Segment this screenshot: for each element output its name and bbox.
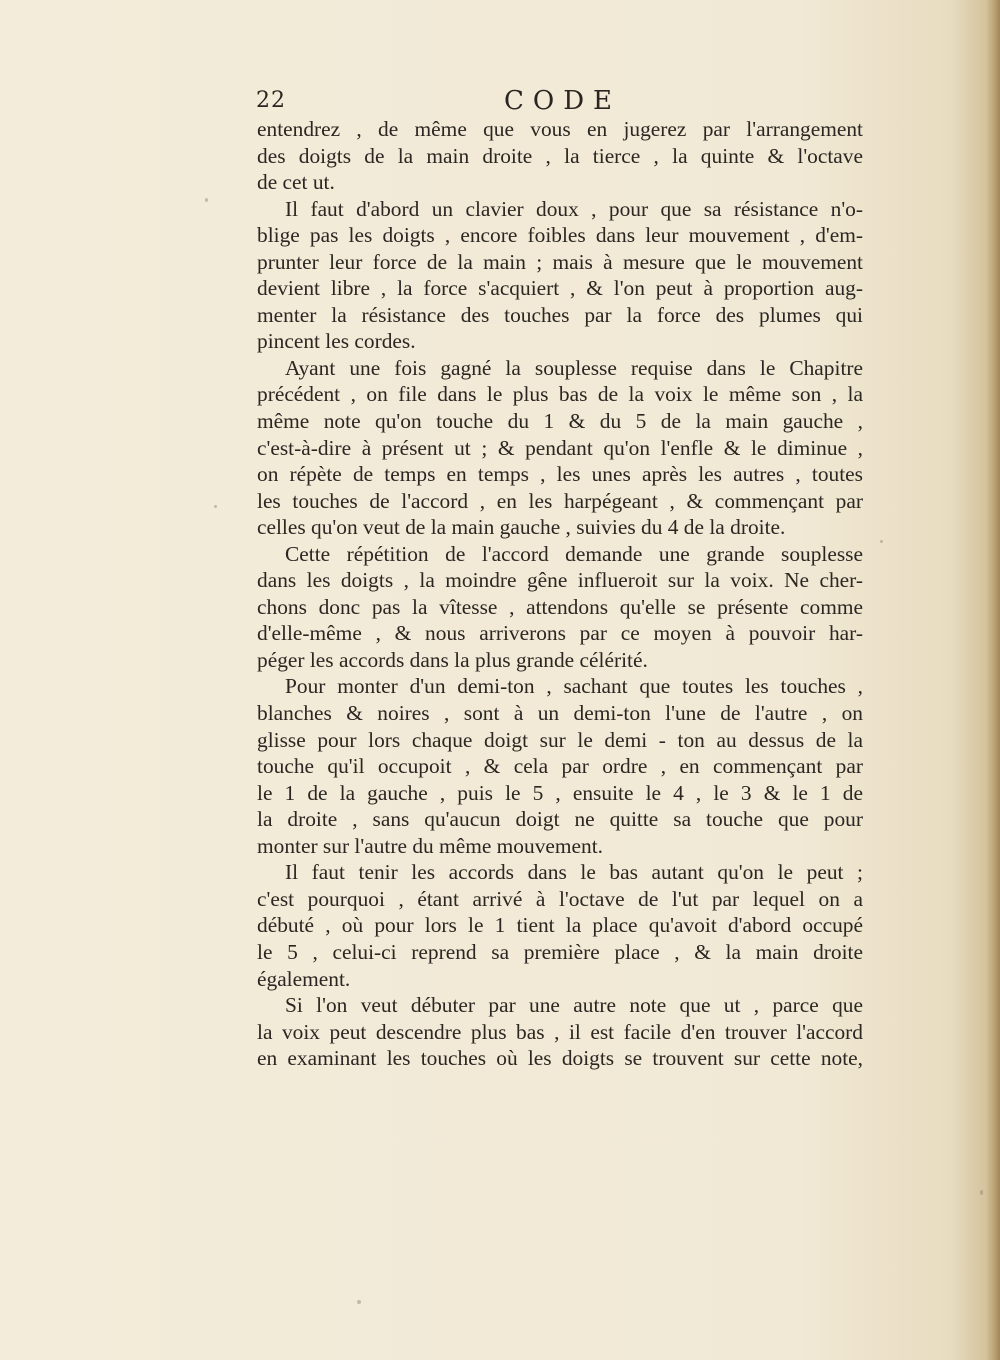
text-line: Il faut tenir les accords dans le bas autant qu'on le peut ; bbox=[285, 860, 863, 885]
text-line: précédent , on file dans le plus bas de la voix le même son , la bbox=[257, 382, 863, 407]
text-line: le 1 de la gauche , puis le 5 , ensuite le 4 , le 3 & le 1 de bbox=[257, 780, 863, 805]
text-line: prunter leur force de la main ; mais à mesure que le mouvement bbox=[257, 249, 863, 274]
text-line: Ayant une fois gagné la souplesse requise dans le Chapitre bbox=[285, 355, 863, 380]
text-line: d'elle-même , & nous arriverons par ce moyen à pouvoir har- bbox=[257, 621, 863, 646]
text-line: Pour monter d'un demi-ton , sachant que toutes les touches , bbox=[285, 674, 863, 699]
text-line: blige pas les doigts , encore foibles dans leur mouvement , d'em- bbox=[257, 223, 863, 248]
text-line: également. bbox=[257, 966, 351, 991]
page-number: 22 bbox=[256, 88, 286, 113]
text-line: dans les doigts , la moindre gêne influeroit sur la voix. Ne cher- bbox=[257, 568, 863, 593]
paper-speck bbox=[880, 540, 883, 543]
text-line: péger les accords dans la plus grande célérité. bbox=[257, 647, 648, 672]
text-line: touche qu'il occupoit , & cela par ordre , en commençant par bbox=[257, 754, 863, 779]
body-text bbox=[257, 116, 863, 1072]
text-line: la droite , sans qu'aucun doigt ne quitte sa touche que pour bbox=[257, 807, 863, 832]
paper-speck bbox=[214, 505, 217, 508]
text-line: en examinant les touches où les doigts se trouvent sur cette note, bbox=[257, 1046, 863, 1071]
text-line: entendrez , de même que vous en jugerez par l'arrangement bbox=[257, 117, 863, 141]
text-line: c'est-à-dire à présent ut ; & pendant qu'on l'enfle & le diminue , bbox=[257, 435, 863, 460]
text-line: la voix peut descendre plus bas , il est facile d'en trouver l'accord bbox=[257, 1019, 863, 1044]
text-line: débuté , où pour lors le 1 tient la place qu'avoit d'abord occupé bbox=[257, 913, 863, 938]
text-line: on répète de temps en temps , les unes après les autres , toutes bbox=[257, 462, 863, 487]
text-line: blanches & noires , sont à un demi-ton l'une de l'autre , on bbox=[257, 701, 863, 726]
text-line: menter la résistance des touches par la force des plumes qui bbox=[257, 302, 863, 327]
page-edge-shadow bbox=[986, 0, 1000, 1360]
page-header bbox=[256, 86, 866, 116]
text-line: Si l'on veut débuter par une autre note que ut , parce que bbox=[285, 993, 863, 1018]
paper-speck bbox=[357, 1300, 361, 1304]
text-line: celles qu'on veut de la main gauche , suivies du 4 de la droite. bbox=[257, 515, 786, 540]
running-title: CODE bbox=[504, 86, 622, 116]
text-line: Il faut d'abord un clavier doux , pour que sa résistance n'o- bbox=[285, 196, 863, 221]
text-line: des doigts de la main droite , la tierce , la quinte & l'octave bbox=[257, 143, 863, 168]
text-line: de cet ut. bbox=[257, 170, 335, 195]
paper-speck bbox=[980, 1190, 983, 1195]
text-line: chons donc pas la vîtesse , attendons qu'elle se présente comme bbox=[257, 594, 863, 619]
text-line: devient libre , la force s'acquiert , & l'on peut à proportion aug- bbox=[257, 276, 863, 301]
text-line: Cette répétition de l'accord demande une grande souplesse bbox=[285, 541, 863, 566]
text-line: monter sur l'autre du même mouvement. bbox=[257, 833, 604, 858]
text-line: les touches de l'accord , en les harpégeant , & commençant par bbox=[257, 488, 863, 513]
paper-speck bbox=[205, 198, 208, 202]
text-line: le 5 , celui-ci reprend sa première place , & la main droite bbox=[257, 939, 863, 964]
text-line: c'est pourquoi , étant arrivé à l'octave de l'ut par lequel on a bbox=[257, 886, 863, 911]
text-line: même note qu'on touche du 1 & du 5 de la main gauche , bbox=[257, 409, 863, 434]
text-line: glisse pour lors chaque doigt sur le demi - ton au dessus de la bbox=[257, 727, 863, 752]
text-line: pincent les cordes. bbox=[257, 329, 416, 354]
